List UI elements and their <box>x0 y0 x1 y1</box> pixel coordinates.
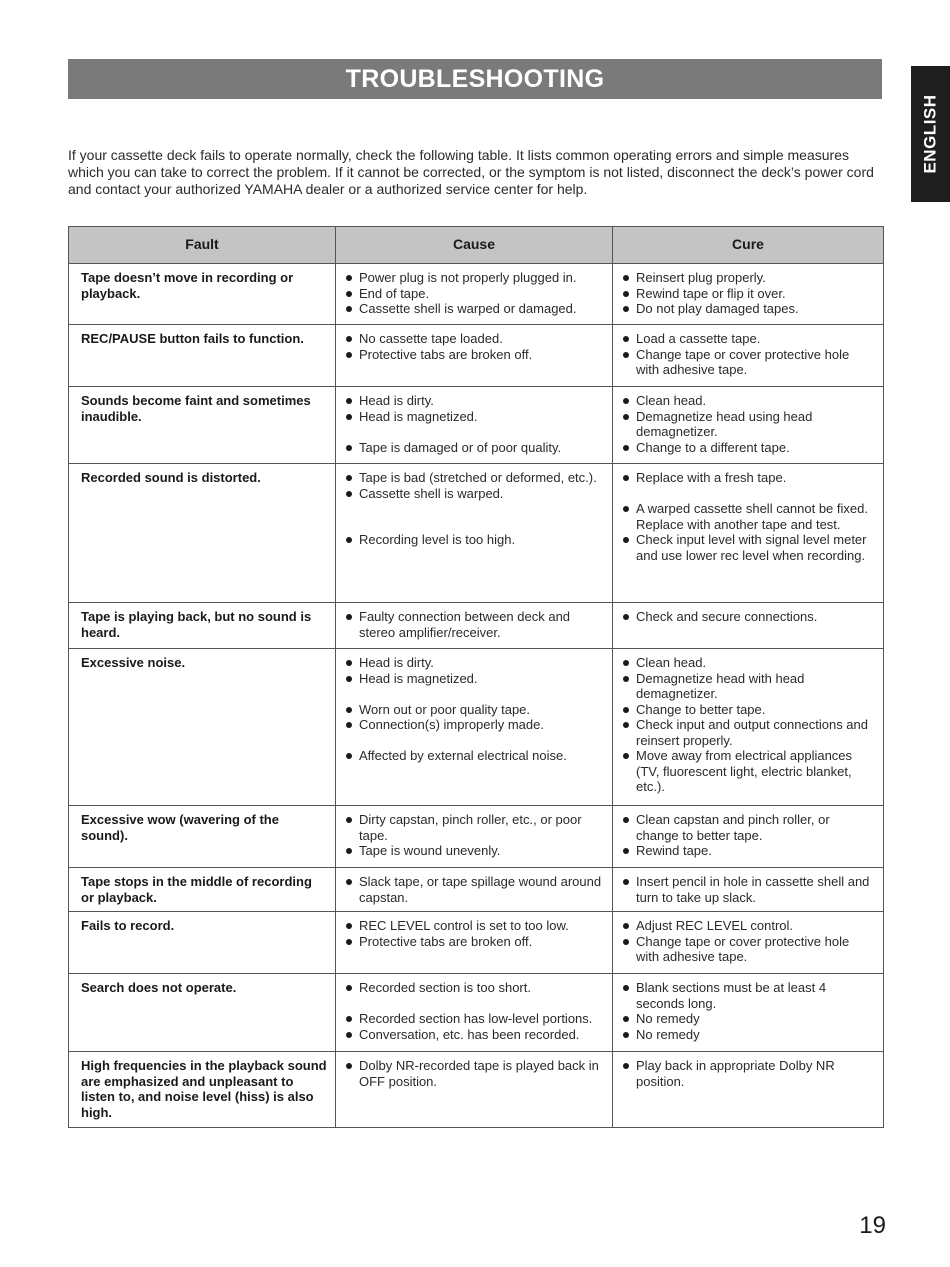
cause-cell <box>336 806 613 868</box>
cause-item: Tape is damaged or of poor quality. <box>346 440 604 456</box>
cause-item: Head is dirty. <box>346 393 604 409</box>
cure-cell <box>613 264 884 325</box>
cause-item: Power plug is not properly plugged in. <box>346 270 604 286</box>
cure-item: Check input and output connections and reinsert properly. <box>623 717 875 748</box>
cause-cell <box>336 603 613 649</box>
cause-cell <box>336 1052 613 1128</box>
fault-cell: Tape doesn’t move in recording or playback. <box>69 264 336 325</box>
cause-item: Recorded section is too short. <box>346 980 604 996</box>
cure-item: Move away from electrical appliances (TV, fluorescent light, electric blanket, etc.). <box>623 748 875 795</box>
cure-item: Check input level with signal level meter and use lower rec level when recording. <box>623 532 875 563</box>
cause-item: Tape is wound unevenly. <box>346 843 604 859</box>
cure-item: Rewind tape or flip it over. <box>623 286 875 302</box>
table-row <box>69 912 884 974</box>
cure-item: Load a cassette tape. <box>623 331 875 347</box>
header-cure: Cure <box>613 227 884 264</box>
fault-cell: Recorded sound is distorted. <box>69 464 336 603</box>
cause-cell <box>336 868 613 912</box>
cure-item: Replace with a fresh tape. <box>623 470 875 486</box>
header-cause: Cause <box>336 227 613 264</box>
cause-cell <box>336 649 613 806</box>
cure-cell <box>613 603 884 649</box>
cure-item: Do not play damaged tapes. <box>623 301 875 317</box>
header-fault: Fault <box>69 227 336 264</box>
fault-cell: Excessive wow (wavering of the sound). <box>69 806 336 868</box>
cause-item: Head is dirty. <box>346 655 604 671</box>
cause-cell <box>336 264 613 325</box>
cause-item: Head is magnetized. <box>346 671 604 687</box>
page-number: 19 <box>859 1212 886 1239</box>
table-row <box>69 264 884 325</box>
cause-item: REC LEVEL control is set to too low. <box>346 918 604 934</box>
cause-item: Faulty connection between deck and stereo amplifier/receiver. <box>346 609 604 640</box>
cause-item: Protective tabs are broken off. <box>346 934 604 950</box>
fault-cell: Tape is playing back, but no sound is heard. <box>69 603 336 649</box>
cure-cell <box>613 1052 884 1128</box>
cause-cell <box>336 387 613 464</box>
cause-cell <box>336 464 613 603</box>
cure-item: Rewind tape. <box>623 843 875 859</box>
cause-item: Recorded section has low-level portions. <box>346 1011 604 1027</box>
fault-cell: Fails to record. <box>69 912 336 974</box>
cure-item: Change tape or cover protective hole with adhesive tape. <box>623 347 875 378</box>
cause-item: Connection(s) improperly made. <box>346 717 604 733</box>
cure-item: A warped cassette shell cannot be fixed. Replace with another tape and test. <box>623 501 875 532</box>
cause-cell <box>336 325 613 387</box>
cause-item: Cassette shell is warped. <box>346 486 604 502</box>
cure-cell <box>613 649 884 806</box>
cause-item: Dolby NR-recorded tape is played back in OFF position. <box>346 1058 604 1089</box>
cause-item: Protective tabs are broken off. <box>346 347 604 363</box>
cure-cell <box>613 912 884 974</box>
cure-item: Change to better tape. <box>623 702 875 718</box>
cause-cell <box>336 912 613 974</box>
cause-item: End of tape. <box>346 286 604 302</box>
cure-item: Change tape or cover protective hole with adhesive tape. <box>623 934 875 965</box>
language-tab-label: ENGLISH <box>920 94 940 174</box>
cure-cell <box>613 464 884 603</box>
cure-cell <box>613 974 884 1052</box>
fault-cell: Sounds become faint and sometimes inaudible. <box>69 387 336 464</box>
cause-item: Dirty capstan, pinch roller, etc., or poor tape. <box>346 812 604 843</box>
table-row <box>69 806 884 868</box>
cause-item: Affected by external electrical noise. <box>346 748 604 764</box>
table-row <box>69 325 884 387</box>
cure-item: Blank sections must be at least 4 seconds long. <box>623 980 875 1011</box>
language-tab <box>911 66 950 202</box>
table-row <box>69 603 884 649</box>
cure-item: Clean head. <box>623 655 875 671</box>
cause-item: Tape is bad (stretched or deformed, etc.). <box>346 470 604 486</box>
cure-item: Insert pencil in hole in cassette shell and turn to take up slack. <box>623 874 875 905</box>
intro-paragraph: If your cassette deck fails to operate normally, check the following table. It lists common operating errors and simple measures which you can take to correct the problem. If it cannot be corrected, or the symptom is not listed, disconnect the deck’s power cord and contact your authorized YAMAHA dealer or a authorized service center for help. <box>68 147 874 197</box>
fault-cell: Search does not operate. <box>69 974 336 1052</box>
fault-cell: Tape stops in the middle of recording or playback. <box>69 868 336 912</box>
table-row <box>69 649 884 806</box>
cure-item: Change to a different tape. <box>623 440 875 456</box>
table-row <box>69 387 884 464</box>
table-row <box>69 464 884 603</box>
cure-item: No remedy <box>623 1011 875 1027</box>
fault-cell: High frequencies in the playback sound are emphasized and unpleasant to listen to, and noise level (hiss) is also high. <box>69 1052 336 1128</box>
cause-item: Slack tape, or tape spillage wound around capstan. <box>346 874 604 905</box>
fault-cell: REC/PAUSE button fails to function. <box>69 325 336 387</box>
cure-cell <box>613 806 884 868</box>
page-title <box>68 59 882 99</box>
cure-item: Clean head. <box>623 393 875 409</box>
cure-item: Demagnetize head with head demagnetizer. <box>623 671 875 702</box>
cure-item: No remedy <box>623 1027 875 1043</box>
cause-item: Cassette shell is warped or damaged. <box>346 301 604 317</box>
cure-item: Demagnetize head using head demagnetizer. <box>623 409 875 440</box>
cure-cell <box>613 387 884 464</box>
cause-item: Recording level is too high. <box>346 532 604 548</box>
cause-item: Conversation, etc. has been recorded. <box>346 1027 604 1043</box>
cure-item: Play back in appropriate Dolby NR position. <box>623 1058 875 1089</box>
cause-item: Head is magnetized. <box>346 409 604 425</box>
page-title-text: TROUBLESHOOTING <box>345 64 605 93</box>
cure-item: Check and secure connections. <box>623 609 875 625</box>
cause-item: No cassette tape loaded. <box>346 331 604 347</box>
table-row <box>69 868 884 912</box>
cure-item: Adjust REC LEVEL control. <box>623 918 875 934</box>
troubleshooting-table <box>68 226 884 1128</box>
fault-cell: Excessive noise. <box>69 649 336 806</box>
cure-item: Reinsert plug properly. <box>623 270 875 286</box>
cause-cell <box>336 974 613 1052</box>
table-row <box>69 974 884 1052</box>
cure-cell <box>613 325 884 387</box>
cause-item: Worn out or poor quality tape. <box>346 702 604 718</box>
table-header-row <box>69 227 884 264</box>
cure-item: Clean capstan and pinch roller, or change to better tape. <box>623 812 875 843</box>
cure-cell <box>613 868 884 912</box>
table-row <box>69 1052 884 1128</box>
